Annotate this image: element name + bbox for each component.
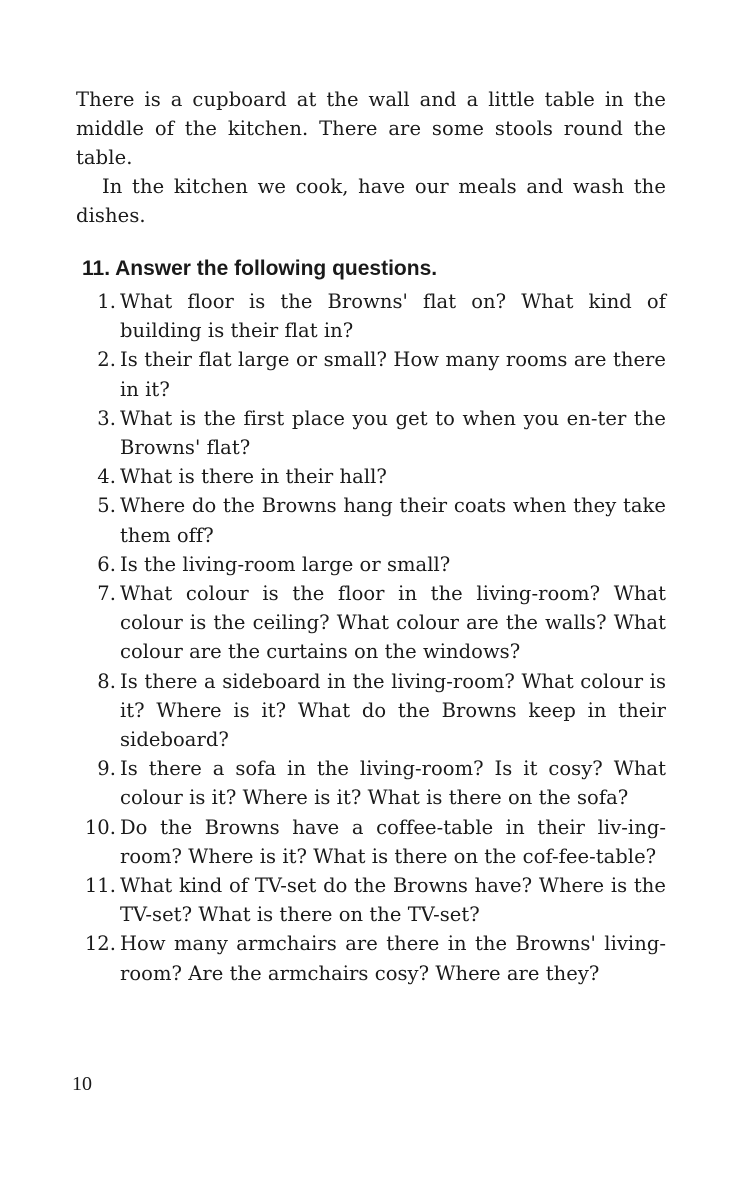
question-number: 3. — [97, 406, 116, 430]
question-text: Do the Browns have a coffee-table in their liv-ing-room? Where is it? What is there on the cof-fee-table? — [120, 815, 666, 868]
question-item — [76, 579, 666, 667]
question-text: What is there in their hall? — [120, 465, 387, 489]
page-number: 10 — [72, 1073, 92, 1095]
question-item — [76, 667, 666, 755]
question-number: 2. — [97, 348, 116, 372]
question-item — [76, 929, 666, 987]
question-text: Is there a sideboard in the living-room? What colour is it? Where is it? What do the Browns keep in their sideboard? — [120, 669, 666, 752]
intro-paragraph: There is a cupboard at the wall and a little table in the middle of the kitchen. There are some stools round the table. — [76, 88, 666, 169]
question-item — [76, 404, 666, 462]
question-text: What colour is the floor in the living-room? What colour is the ceiling? What colour are the walls? What colour are the curtains on the windows? — [120, 582, 666, 664]
question-text: Is their flat large or small? How many rooms are there in it? — [120, 348, 666, 401]
question-number: 5. — [97, 494, 116, 518]
question-number: 9. — [97, 757, 116, 781]
question-text: What floor is the Browns' flat on? What kind of building is their flat in? — [120, 290, 666, 343]
question-text: What kind of TV-set do the Browns have? Where is the TV-set? What is there on the TV-set? — [120, 874, 666, 927]
question-item — [76, 345, 666, 403]
exercise-heading: 11. Answer the following questions. — [82, 257, 438, 280]
page-content — [76, 85, 666, 988]
question-text: Where do the Browns hang their coats when they take them off? — [120, 494, 666, 547]
question-item — [76, 491, 666, 549]
question-list — [76, 287, 666, 988]
question-item — [76, 550, 666, 579]
question-number: 12. — [84, 932, 116, 956]
question-text: What is the first place you get to when you en-ter the Browns' flat? — [120, 406, 666, 460]
question-number: 11. — [84, 874, 116, 898]
question-text: Is there a sofa in the living-room? Is it cosy? What colour is it? Where is it? What is there on the sofa? — [120, 757, 666, 810]
question-text: Is the living-room large or small? — [120, 552, 451, 576]
question-item — [76, 871, 666, 929]
question-text: How many armchairs are there in the Browns' living-room? Are the armchairs cosy? Where are they? — [120, 932, 666, 985]
question-number: 10. — [84, 815, 116, 839]
question-number: 7. — [97, 582, 116, 606]
question-item — [76, 813, 666, 871]
question-number: 8. — [97, 669, 116, 693]
question-item — [76, 287, 666, 345]
question-number: 4. — [97, 465, 116, 489]
question-item — [76, 754, 666, 812]
question-item — [76, 462, 666, 491]
kitchen-paragraph: In the kitchen we cook, have our meals and wash the dishes. — [76, 175, 666, 227]
question-number: 1. — [97, 290, 116, 313]
question-number: 6. — [97, 552, 116, 576]
